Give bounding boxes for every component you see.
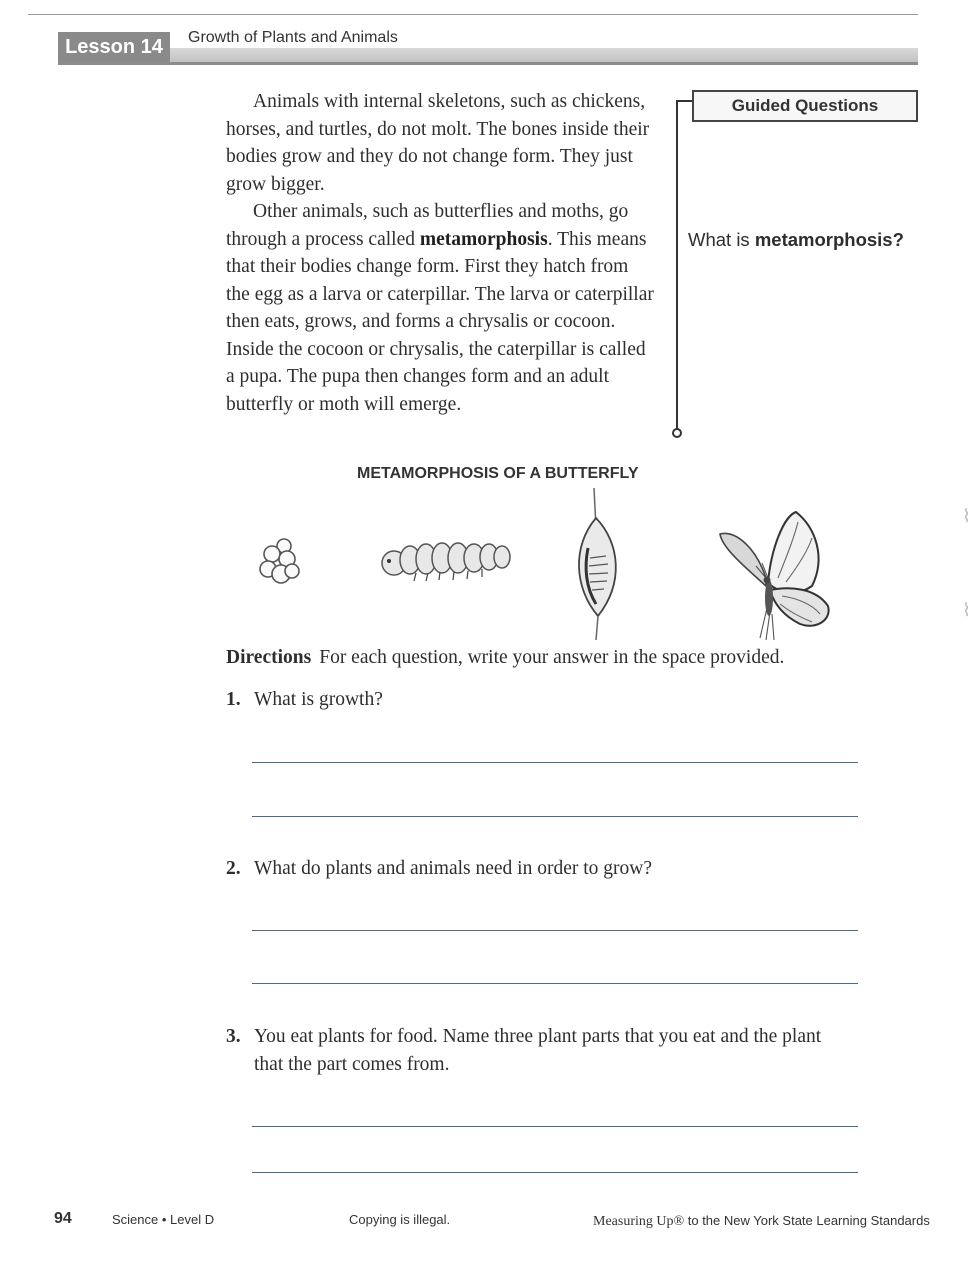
answer-line-1a[interactable] <box>252 762 858 763</box>
answer-line-3b[interactable] <box>252 1172 858 1173</box>
guided-question-term: metamorphosis? <box>754 229 904 250</box>
footer-subject: Science • Level D <box>112 1212 215 1227</box>
question-number: 1. <box>226 689 241 710</box>
header-band-underline <box>58 62 918 65</box>
directions <box>226 647 784 669</box>
page-number: 94 <box>54 1210 72 1227</box>
series-rest: to the New York State Learning Standards <box>684 1213 930 1228</box>
question-text: What is growth? <box>254 689 383 710</box>
guided-question-prefix: What is <box>688 229 755 250</box>
body-text <box>226 88 654 418</box>
directions-text: For each question, write your answer in the space provided. <box>319 647 785 668</box>
answer-line-3a[interactable] <box>252 1126 858 1127</box>
paragraph-2 <box>226 198 654 418</box>
footer-series <box>593 1213 930 1230</box>
caterpillar-illustration <box>376 535 516 590</box>
footer-copyright: Copying is illegal. <box>349 1212 451 1227</box>
paragraph-2-start: Other animals, such as butterflies and moths, go through a process called <box>226 201 629 250</box>
guided-bracket-line <box>676 100 678 430</box>
lesson-badge: Lesson 14 <box>58 32 170 62</box>
answer-line-1b[interactable] <box>252 816 858 817</box>
header-band <box>170 48 918 62</box>
figure-title: METAMORPHOSIS OF A BUTTERFLY <box>357 465 639 482</box>
guided-bracket-tick <box>676 100 692 102</box>
guided-questions-heading: Guided Questions <box>692 90 918 122</box>
chrysalis-illustration <box>558 488 638 643</box>
lesson-title: Growth of Plants and Animals <box>188 29 398 46</box>
question-number: 3. <box>226 1026 241 1047</box>
eggs-illustration <box>254 536 304 590</box>
guided-question <box>688 229 904 251</box>
answer-line-2a[interactable] <box>252 930 858 931</box>
directions-label: Directions <box>226 647 312 668</box>
question-text: You eat plants for food. Name three plant parts that you eat and the plant that the part comes from. <box>254 1026 822 1075</box>
paragraph-1: Animals with internal skeletons, such as chickens, horses, and turtles, do not molt. The bones inside their bodies grow and they do not change form. They just grow bigger. <box>226 91 650 195</box>
answer-line-2b[interactable] <box>252 983 858 984</box>
series-brand: Measuring Up® <box>593 1214 685 1229</box>
edge-mark-top: ⌇ <box>962 506 971 527</box>
top-rule <box>28 14 918 15</box>
question-text: What do plants and animals need in order to grow? <box>254 858 653 879</box>
term-metamorphosis: metamorphosis <box>419 228 548 250</box>
guided-bracket-end <box>672 428 682 438</box>
question-number: 2. <box>226 858 241 879</box>
butterfly-illustration <box>716 508 841 643</box>
edge-mark-bottom: ⌇ <box>962 600 971 621</box>
paragraph-2-end: . This means that their bodies change form. First they hatch from the egg as a larva or caterpillar. The larva or caterpillar then eats, grows, and forms a chrysalis or cocoon. Inside the cocoon or chrysalis, the caterpillar is called a pupa. The pupa then changes form and an adult butterfly or moth will emerge. <box>226 228 654 415</box>
